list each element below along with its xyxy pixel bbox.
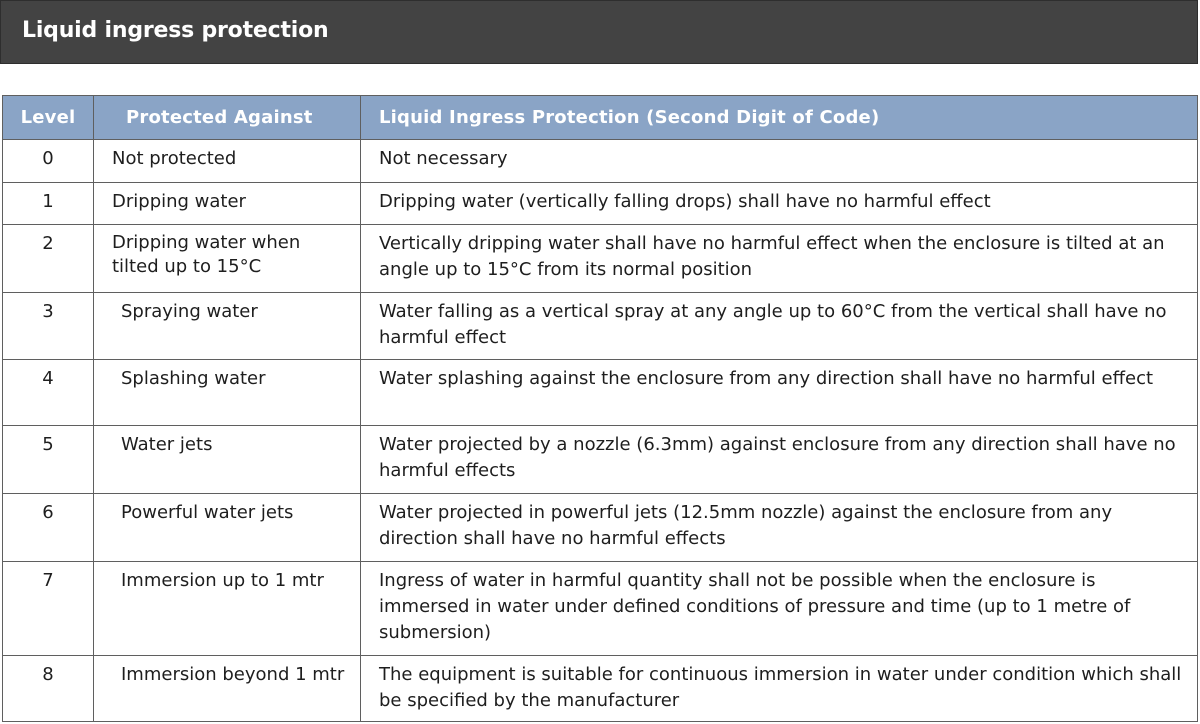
description-cell: The equipment is suitable for continuous immersion in water under condition which shall be specified by the manufacturer	[361, 656, 1198, 722]
protected-against-cell: Dripping water when tilted up to 15°C	[94, 225, 361, 293]
level-cell: 7	[3, 562, 94, 656]
description-cell: Water splashing against the enclosure from any direction shall have no harmful effect	[361, 360, 1198, 426]
table-header-row	[3, 96, 1198, 140]
protected-against-cell: Immersion up to 1 mtr	[94, 562, 361, 656]
ingress-protection-table	[2, 95, 1198, 722]
level-cell: 8	[3, 656, 94, 722]
table-row	[3, 225, 1198, 293]
section-header-banner	[0, 0, 1198, 64]
column-header-protected-against: Protected Against	[94, 96, 361, 140]
level-cell: 3	[3, 293, 94, 360]
level-cell: 5	[3, 426, 94, 494]
table-row	[3, 562, 1198, 656]
level-cell: 0	[3, 140, 94, 183]
description-cell: Dripping water (vertically falling drops) shall have no harmful effect	[361, 183, 1198, 225]
table-row	[3, 293, 1198, 360]
description-cell: Not necessary	[361, 140, 1198, 183]
protected-against-cell: Not protected	[94, 140, 361, 183]
protected-against-cell: Immersion beyond 1 mtr	[94, 656, 361, 722]
protected-against-cell: Powerful water jets	[94, 494, 361, 562]
table-row	[3, 656, 1198, 722]
table-row	[3, 494, 1198, 562]
level-cell: 1	[3, 183, 94, 225]
protected-against-cell: Dripping water	[94, 183, 361, 225]
description-cell: Water falling as a vertical spray at any angle up to 60°C from the vertical shall have no harmful effect	[361, 293, 1198, 360]
column-header-level: Level	[3, 96, 94, 140]
table-row	[3, 183, 1198, 225]
table-row	[3, 426, 1198, 494]
table-row	[3, 140, 1198, 183]
protected-against-cell: Spraying water	[94, 293, 361, 360]
description-cell: Water projected in powerful jets (12.5mm nozzle) against the enclosure from any direction shall have no harmful effects	[361, 494, 1198, 562]
description-cell: Vertically dripping water shall have no harmful effect when the enclosure is tilted at an angle up to 15°C from its normal position	[361, 225, 1198, 293]
protected-against-cell: Water jets	[94, 426, 361, 494]
protected-against-cell: Splashing water	[94, 360, 361, 426]
column-header-description: Liquid Ingress Protection (Second Digit of Code)	[361, 96, 1198, 140]
description-cell: Water projected by a nozzle (6.3mm) against enclosure from any direction shall have no harmful effects	[361, 426, 1198, 494]
table-row	[3, 360, 1198, 426]
section-title: Liquid ingress protection	[22, 18, 329, 43]
level-cell: 4	[3, 360, 94, 426]
level-cell: 2	[3, 225, 94, 293]
description-cell: Ingress of water in harmful quantity shall not be possible when the enclosure is immersed in water under defined conditions of pressure and time (up to 1 metre of submersion)	[361, 562, 1198, 656]
level-cell: 6	[3, 494, 94, 562]
